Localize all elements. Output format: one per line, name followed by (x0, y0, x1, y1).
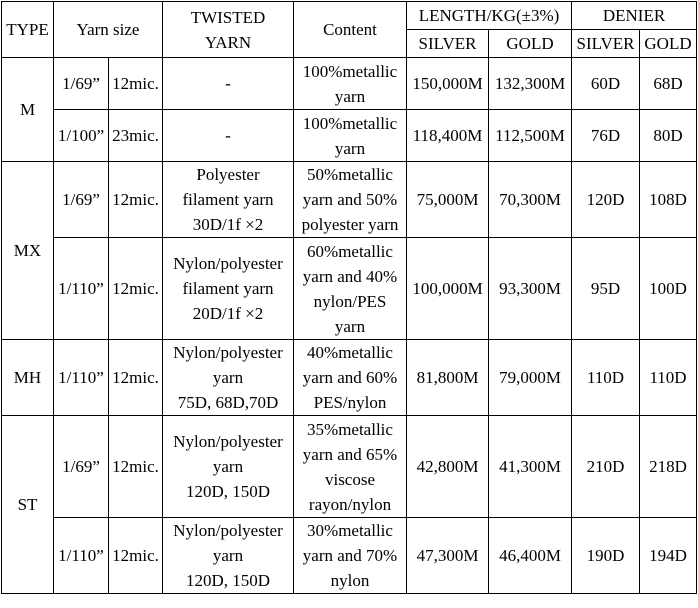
twisted-yarn-header-line: YARN (204, 32, 252, 52)
length-gold-cell: 112,500M (489, 110, 572, 162)
denier-gold-cell: 108D (640, 162, 697, 238)
type-cell: M (2, 58, 54, 162)
mic-cell: 12mic. (109, 238, 163, 340)
denier-gold-header: GOLD (640, 30, 697, 58)
denier-silver-cell: 95D (572, 238, 640, 340)
denier-gold-cell: 110D (640, 340, 697, 416)
content-cell-line: nylon (330, 571, 370, 590)
twisted-yarn-cell-line: Nylon/polyester (173, 254, 283, 273)
size-cell: 1/69” (54, 416, 109, 518)
length-silver-cell: 150,000M (407, 58, 489, 110)
twisted-yarn-cell-line: filament yarn (182, 279, 274, 298)
length-gold-cell: 93,300M (489, 238, 572, 340)
header-row (2, 2, 697, 30)
type-header: TYPE (2, 2, 54, 58)
content-cell-line: yarn (334, 138, 366, 158)
length-silver-cell: 118,400M (407, 110, 489, 162)
denier-gold-cell: 218D (640, 416, 697, 518)
length-gold-cell: 41,300M (489, 416, 572, 518)
twisted-yarn-cell (163, 416, 294, 518)
denier-silver-cell: 110D (572, 340, 640, 416)
length-header: LENGTH/KG(±3%) (407, 2, 572, 30)
type-cell: MH (2, 340, 54, 416)
content-cell (294, 340, 407, 416)
twisted-yarn-cell-line: 120D, 150D (185, 571, 271, 590)
twisted-yarn-cell-line: Nylon/polyester (173, 432, 283, 451)
content-cell (294, 416, 407, 518)
content-cell-line: 100%metallic (302, 61, 398, 81)
twisted-yarn-cell-line: Nylon/polyester (173, 521, 283, 540)
content-cell-line: yarn and 70% (302, 546, 398, 565)
denier-header: DENIER (572, 2, 697, 30)
data-row (2, 416, 697, 518)
denier-silver-cell: 76D (572, 110, 640, 162)
yarn-size-header: Yarn size (54, 2, 163, 58)
twisted-yarn-cell (163, 238, 294, 340)
content-cell-line: yarn (334, 316, 366, 336)
twisted-yarn-cell-line: Nylon/polyester (173, 343, 283, 362)
denier-gold-cell: 194D (640, 518, 697, 594)
denier-silver-cell: 60D (572, 58, 640, 110)
size-cell: 1/110” (54, 518, 109, 594)
length-gold-cell: 46,400M (489, 518, 572, 594)
content-cell-line: 35%metallic (307, 419, 393, 439)
content-cell (294, 58, 407, 110)
twisted-yarn-cell (163, 340, 294, 416)
content-cell-line: yarn and 50% (302, 190, 398, 209)
twisted-yarn-cell-line: Polyester (196, 165, 260, 184)
twisted-yarn-cell-line: - (225, 126, 231, 145)
twisted-yarn-cell (163, 58, 294, 110)
twisted-yarn-cell-line: - (225, 74, 231, 93)
data-row (2, 340, 697, 416)
denier-silver-header: SILVER (572, 30, 640, 58)
data-row (2, 238, 697, 340)
size-cell: 1/69” (54, 162, 109, 238)
twisted-yarn-cell-line: 30D/1f ×2 (192, 215, 264, 234)
twisted-yarn-cell-line: 120D, 150D (185, 482, 271, 501)
size-cell: 1/69” (54, 58, 109, 110)
content-cell-line: 40%metallic (307, 343, 393, 362)
twisted-yarn-cell-line: yarn (212, 368, 244, 387)
length-gold-header: GOLD (489, 30, 572, 58)
content-cell (294, 518, 407, 594)
length-gold-cell: 132,300M (489, 58, 572, 110)
denier-gold-cell: 68D (640, 58, 697, 110)
mic-cell: 12mic. (109, 162, 163, 238)
content-cell (294, 238, 407, 340)
content-header: Content (294, 2, 407, 58)
size-cell: 1/100” (54, 110, 109, 162)
content-cell-line: 30%metallic (307, 521, 393, 540)
length-silver-cell: 81,800M (407, 340, 489, 416)
content-cell-line: 100%metallic (302, 113, 398, 133)
yarn-spec-table (1, 1, 697, 594)
length-silver-cell: 75,000M (407, 162, 489, 238)
data-row (2, 110, 697, 162)
size-cell: 1/110” (54, 340, 109, 416)
content-cell-line: 60%metallic (307, 241, 393, 261)
mic-cell: 12mic. (109, 416, 163, 518)
length-silver-cell: 100,000M (407, 238, 489, 340)
type-cell: ST (2, 416, 54, 594)
length-silver-cell: 42,800M (407, 416, 489, 518)
twisted-yarn-cell-line: filament yarn (182, 190, 274, 209)
length-gold-cell: 70,300M (489, 162, 572, 238)
content-cell-line: yarn (334, 86, 366, 106)
content-cell-line: nylon/PES (313, 291, 387, 311)
twisted-yarn-cell (163, 518, 294, 594)
content-cell-line: 50%metallic (307, 165, 393, 184)
content-cell-line: PES/nylon (313, 393, 387, 412)
type-cell: MX (2, 162, 54, 340)
content-cell-line: yarn and 65% (302, 444, 398, 464)
twisted-yarn-cell-line: yarn (212, 546, 244, 565)
twisted-yarn-header-line: TWISTED (190, 7, 266, 27)
mic-cell: 12mic. (109, 518, 163, 594)
denier-silver-cell: 210D (572, 416, 640, 518)
mic-cell: 23mic. (109, 110, 163, 162)
denier-gold-cell: 100D (640, 238, 697, 340)
data-row (2, 162, 697, 238)
denier-silver-cell: 190D (572, 518, 640, 594)
twisted-yarn-cell (163, 110, 294, 162)
length-silver-cell: 47,300M (407, 518, 489, 594)
length-silver-header: SILVER (407, 30, 489, 58)
content-cell-line: polyester yarn (301, 215, 399, 234)
content-cell (294, 110, 407, 162)
content-cell-line: viscose (324, 469, 376, 489)
twisted-yarn-cell-line: 20D/1f ×2 (192, 304, 264, 323)
twisted-yarn-cell-line: 75D, 68D,70D (177, 393, 279, 412)
twisted-yarn-header (163, 2, 294, 58)
twisted-yarn-cell (163, 162, 294, 238)
mic-cell: 12mic. (109, 340, 163, 416)
twisted-yarn-cell-line: yarn (212, 457, 244, 476)
content-cell-line: yarn and 40% (302, 266, 398, 286)
content-cell-line: rayon/nylon (308, 494, 392, 514)
content-cell-line: yarn and 60% (302, 368, 398, 387)
denier-silver-cell: 120D (572, 162, 640, 238)
content-cell (294, 162, 407, 238)
length-gold-cell: 79,000M (489, 340, 572, 416)
data-row (2, 58, 697, 110)
denier-gold-cell: 80D (640, 110, 697, 162)
data-row (2, 518, 697, 594)
mic-cell: 12mic. (109, 58, 163, 110)
size-cell: 1/110” (54, 238, 109, 340)
